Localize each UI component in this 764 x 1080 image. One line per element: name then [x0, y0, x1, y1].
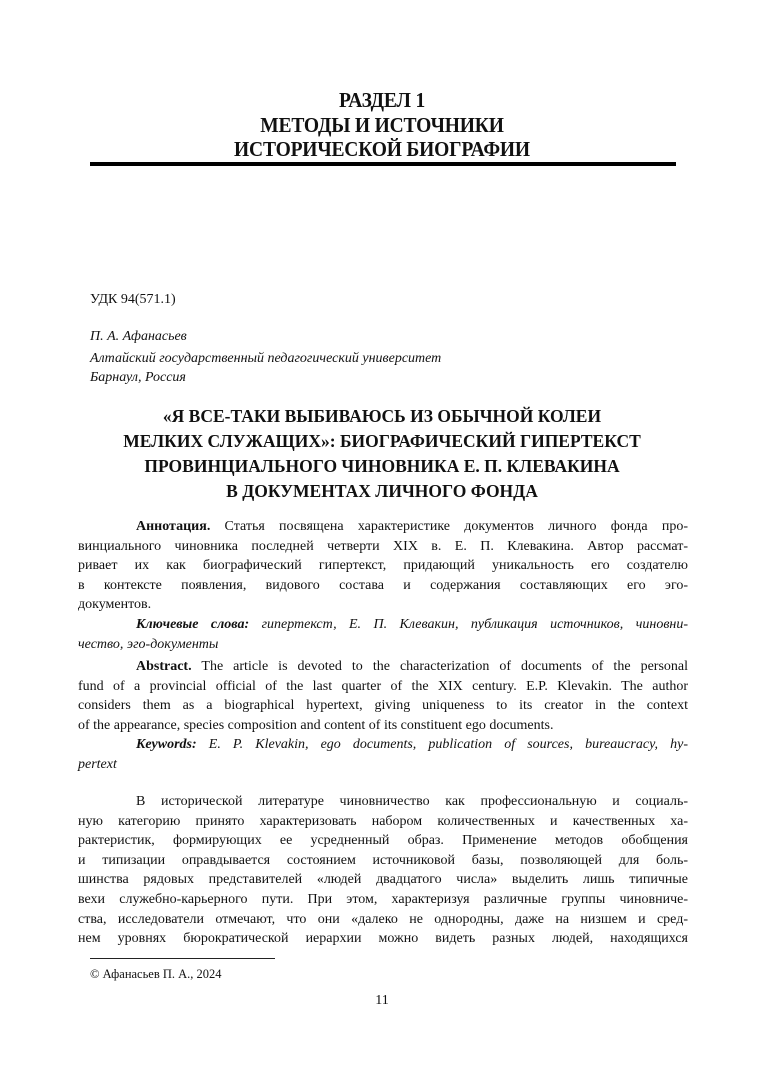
- abstract-en-line: fund of a provincial official of the last quarter of the XIX century. E.P. Klevakin. The author: [78, 678, 688, 694]
- author-name: П. А. Афанасьев: [90, 329, 187, 344]
- abstract-ru-label: Аннотация.: [136, 519, 211, 534]
- article-title: [0, 404, 764, 504]
- keywords-en-label: Keywords:: [136, 737, 197, 753]
- affiliation-institution: Алтайский государственный педагогический университет: [90, 351, 442, 366]
- udk-code: УДК 94(571.1): [90, 292, 176, 307]
- article-title-line: «Я ВСЕ-ТАКИ ВЫБИВАЮСЬ ИЗ ОБЫЧНОЙ КОЛЕИ: [162, 406, 602, 426]
- abstract-ru-line: документов.: [78, 597, 152, 613]
- section-divider: [90, 162, 676, 166]
- section-heading-line: РАЗДЕЛ 1: [338, 88, 426, 112]
- abstract-en-label: Abstract.: [136, 659, 192, 674]
- body-line: нем уровнях бюрократической иерархии можно видеть разных людей, находящихся: [78, 931, 688, 947]
- keywords-ru-label: Ключевые слова:: [136, 616, 250, 632]
- footnote-divider: [90, 958, 275, 959]
- abstract-ru-line: Аннотация. Статья посвящена характеристике документов личного фонда про-: [136, 519, 688, 534]
- keywords-ru-line: Ключевые слова: гипертекст, Е. П. Клевакин, публикация источников, чиновни-: [136, 616, 688, 632]
- abstract-en-line: considers them as a biographical hypertext, giving uniqueness to its creator in the context: [78, 698, 688, 714]
- abstract-english: [78, 657, 688, 775]
- keywords-en-line: Keywords: E. P. Klevakin, ego documents, publication of sources, bureaucracy, hy-: [136, 737, 688, 753]
- abstract-ru-line: ривает их как биографический гипертекст, придающий уникальность его создателю: [78, 558, 688, 574]
- body-paragraph: [78, 792, 688, 949]
- body-line: ства, исследователи отмечают, что они «далеко не однородны, даже на низшем и сред-: [78, 911, 688, 927]
- abstract-ru-line: винциального чиновника последней четверти XIX в. Е. П. Клевакина. Автор рассмат-: [78, 538, 688, 554]
- keywords-en-line: pertext: [78, 756, 117, 772]
- abstract-en-line: Abstract. The article is devoted to the characterization of documents of the personal: [136, 659, 688, 674]
- copyright-footnote: © Афанасьев П. А., 2024: [90, 967, 222, 981]
- article-title-line: В ДОКУМЕНТАХ ЛИЧНОГО ФОНДА: [226, 481, 538, 501]
- body-line: шинства рядовых представителей «людей двадцатого числа» выделить лишь типичные: [78, 872, 688, 888]
- article-title-line: МЕЛКИХ СЛУЖАЩИХ»: БИОГРАФИЧЕСКИЙ ГИПЕРТЕКСТ: [123, 431, 641, 451]
- body-line: В исторической литературе чиновничество как профессиональную и социаль-: [136, 794, 688, 809]
- author-affiliation: [90, 349, 441, 387]
- affiliation-location: Барнаул, Россия: [90, 370, 186, 385]
- abstract-ru-line: в контексте появления, видового состава и содержания составляющих его эго-: [78, 577, 688, 593]
- body-line: рактеристик, формирующих ее усредненный образ. Применение методов обобщения: [78, 833, 688, 849]
- body-line: ную категорию принято характеризовать набором количественных и качественных ха-: [78, 813, 688, 829]
- abstract-en-line: of the appearance, species composition and content of its constituent ego documents.: [78, 717, 554, 733]
- section-heading-line: ИСТОРИЧЕСКОЙ БИОГРАФИИ: [234, 137, 530, 161]
- page-number: 11: [375, 993, 389, 1008]
- keywords-ru-line: чество, эго-документы: [78, 636, 219, 652]
- section-heading-line: МЕТОДЫ И ИСТОЧНИКИ: [260, 112, 504, 137]
- section-heading: [27, 88, 738, 162]
- abstract-russian: [78, 517, 688, 654]
- article-title-line: ПРОВИНЦИАЛЬНОГО ЧИНОВНИКА Е. П. КЛЕВАКИНА: [144, 456, 620, 476]
- body-line: и типизации оправдывается состоянием источниковой базы, позволяющей для боль-: [78, 852, 688, 868]
- body-line: вехи служебно-карьерного пути. При этом, характеризуя различные группы чиновниче-: [78, 891, 688, 907]
